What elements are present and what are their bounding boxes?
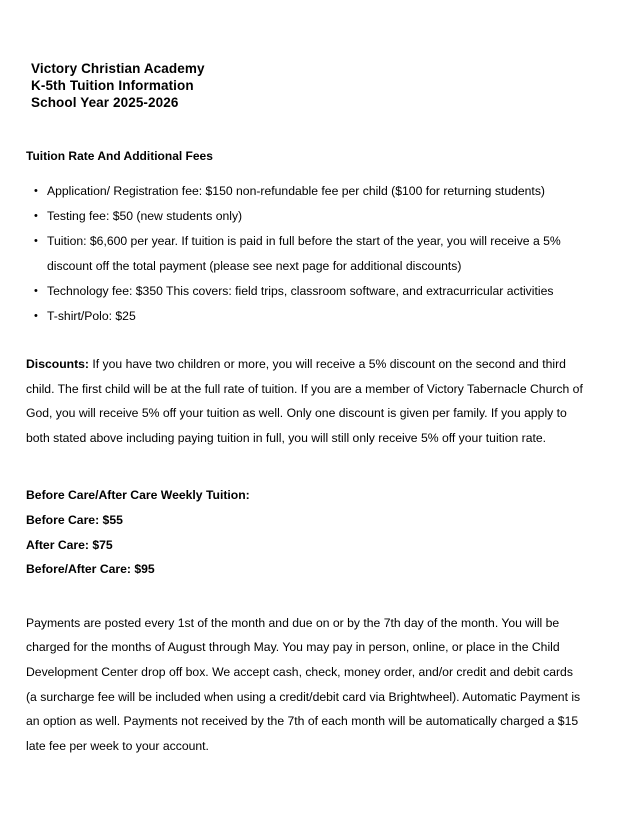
care-section-heading: Before Care/After Care Weekly Tuition: (26, 488, 250, 503)
payments-paragraph: Payments are posted every 1st of the month and due on or by the 7th day of the month. You will be charged for the months of August through May. You may pay in person, online, or place in the Child Development Center drop off box. We accept cash, check, money order, and/or credit and debit cards (a surcharge fee will be included when using a credit/debit card via Brightwheel). Automatic Payment is an option as well. Payments not received by the 7th of each month will be automatically charged a $15 late fee per week to your account. (26, 615, 581, 753)
list-item: • Testing fee: $50 (new students only) (26, 204, 586, 229)
care-tuition-block (26, 483, 586, 581)
fees-bullet-list (26, 179, 586, 329)
discounts-body: If you have two children or more, you will receive a 5% discount on the second and third child. The first child will be at the full rate of tuition. If you are a member of Victory Tabernacle Church of God, you will receive 5% off your tuition as well. Only one discount is given per family. If you apply to both stated above including paying tuition in full, you will still only receive 5% off your tuition rate. (26, 357, 583, 445)
list-item: • Application/ Registration fee: $150 non-refundable fee per child ($100 for returning students) (26, 179, 586, 204)
document-title-block (26, 0, 586, 111)
list-item: • T-shirt/Polo: $25 (26, 304, 586, 329)
document-subtitle: K-5th Tuition Information (31, 78, 194, 93)
after-care-rate: After Care: $75 (26, 537, 113, 552)
discounts-paragraph (26, 352, 586, 450)
list-item: • Tuition: $6,600 per year. If tuition is paid in full before the start of the year, you will receive a 5% discount off the total payment (please see next page for additional discounts) (26, 229, 586, 279)
list-item: • Technology fee: $350 This covers: field trips, classroom software, and extracurricular activities (26, 279, 586, 304)
before-after-care-rate: Before/After Care: $95 (26, 562, 155, 577)
before-care-rate: Before Care: $55 (26, 512, 123, 527)
school-name: Victory Christian Academy (31, 61, 205, 76)
fees-section-heading: Tuition Rate And Additional Fees (26, 149, 213, 163)
discounts-label: Discounts: (26, 357, 89, 371)
school-year: School Year 2025-2026 (31, 95, 179, 110)
document-content (26, 0, 586, 771)
